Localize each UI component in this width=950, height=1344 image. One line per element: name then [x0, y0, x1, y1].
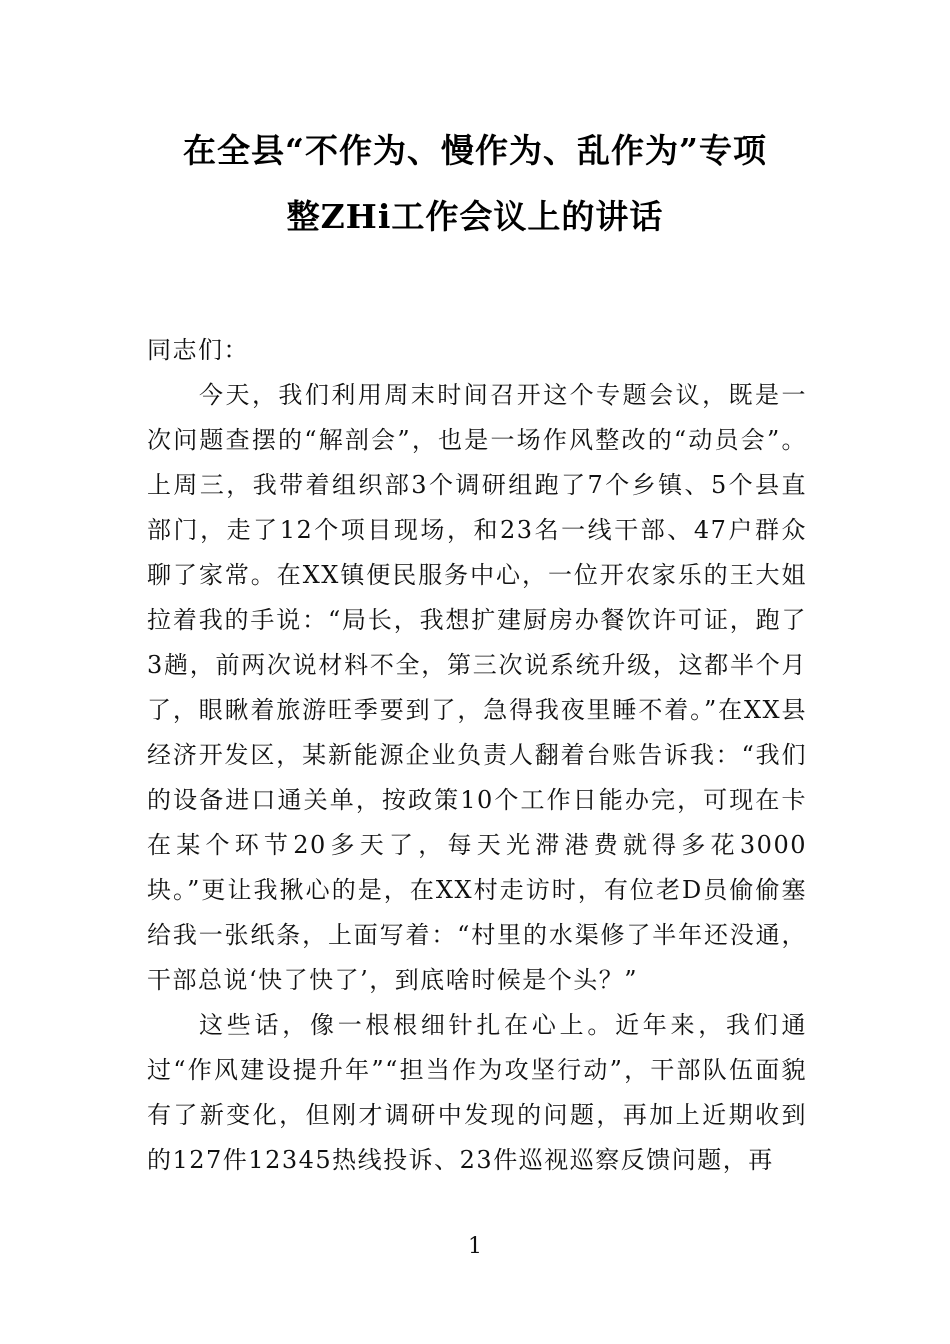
salutation: 同志们：	[147, 336, 249, 364]
title-line-2: 整ZHi工作会议上的讲话	[286, 197, 664, 236]
document-title	[145, 118, 805, 250]
page-number: 1	[468, 1234, 482, 1259]
paragraph-1: 今天，我们利用周末时间召开这个专题会议，既是一次问题查摆的“解剖会”，也是一场作风整改的“动员会”。上周三，我带着组织部3个调研组跑了7个乡镇、5个县直部门，走了12个项目现场，和23名一线干部、47户群众聊了家常。在XX镇便民服务中心，一位开农家乐的王大姐拉着我的手说：“局长，我想扩建厨房办餐饮许可证，跑了3趟，前两次说材料不全，第三次说系统升级，这都半个月了，眼瞅着旅游旺季要到了，急得我夜里睡不着。”在XX县经济开发区，某新能源企业负责人翻着台账告诉我：“我们的设备进口通关单，按政策10个工作日能办完，可现在卡在某个环节20多天了，每天光滞港费就得多花3000块。”更让我揪心的是，在XX村走访时，有位老D员偷偷塞给我一张纸条，上面写着：“村里的水渠修了半年还没通，干部总说‘快了快了’，到底啥时候是个头？”	[147, 381, 807, 994]
title-line-1: 在全县“不作为、慢作为、乱作为”专项	[183, 131, 767, 170]
paragraph-2: 这些话，像一根根细针扎在心上。近年来，我们通过“作风建设提升年”“担当作为攻坚行动”，干部队伍面貌有了新变化，但刚才调研中发现的问题，再加上近期收到的127件12345热线投诉、23件巡视巡察反馈问题，再	[147, 1011, 807, 1174]
document-body	[147, 328, 807, 1183]
